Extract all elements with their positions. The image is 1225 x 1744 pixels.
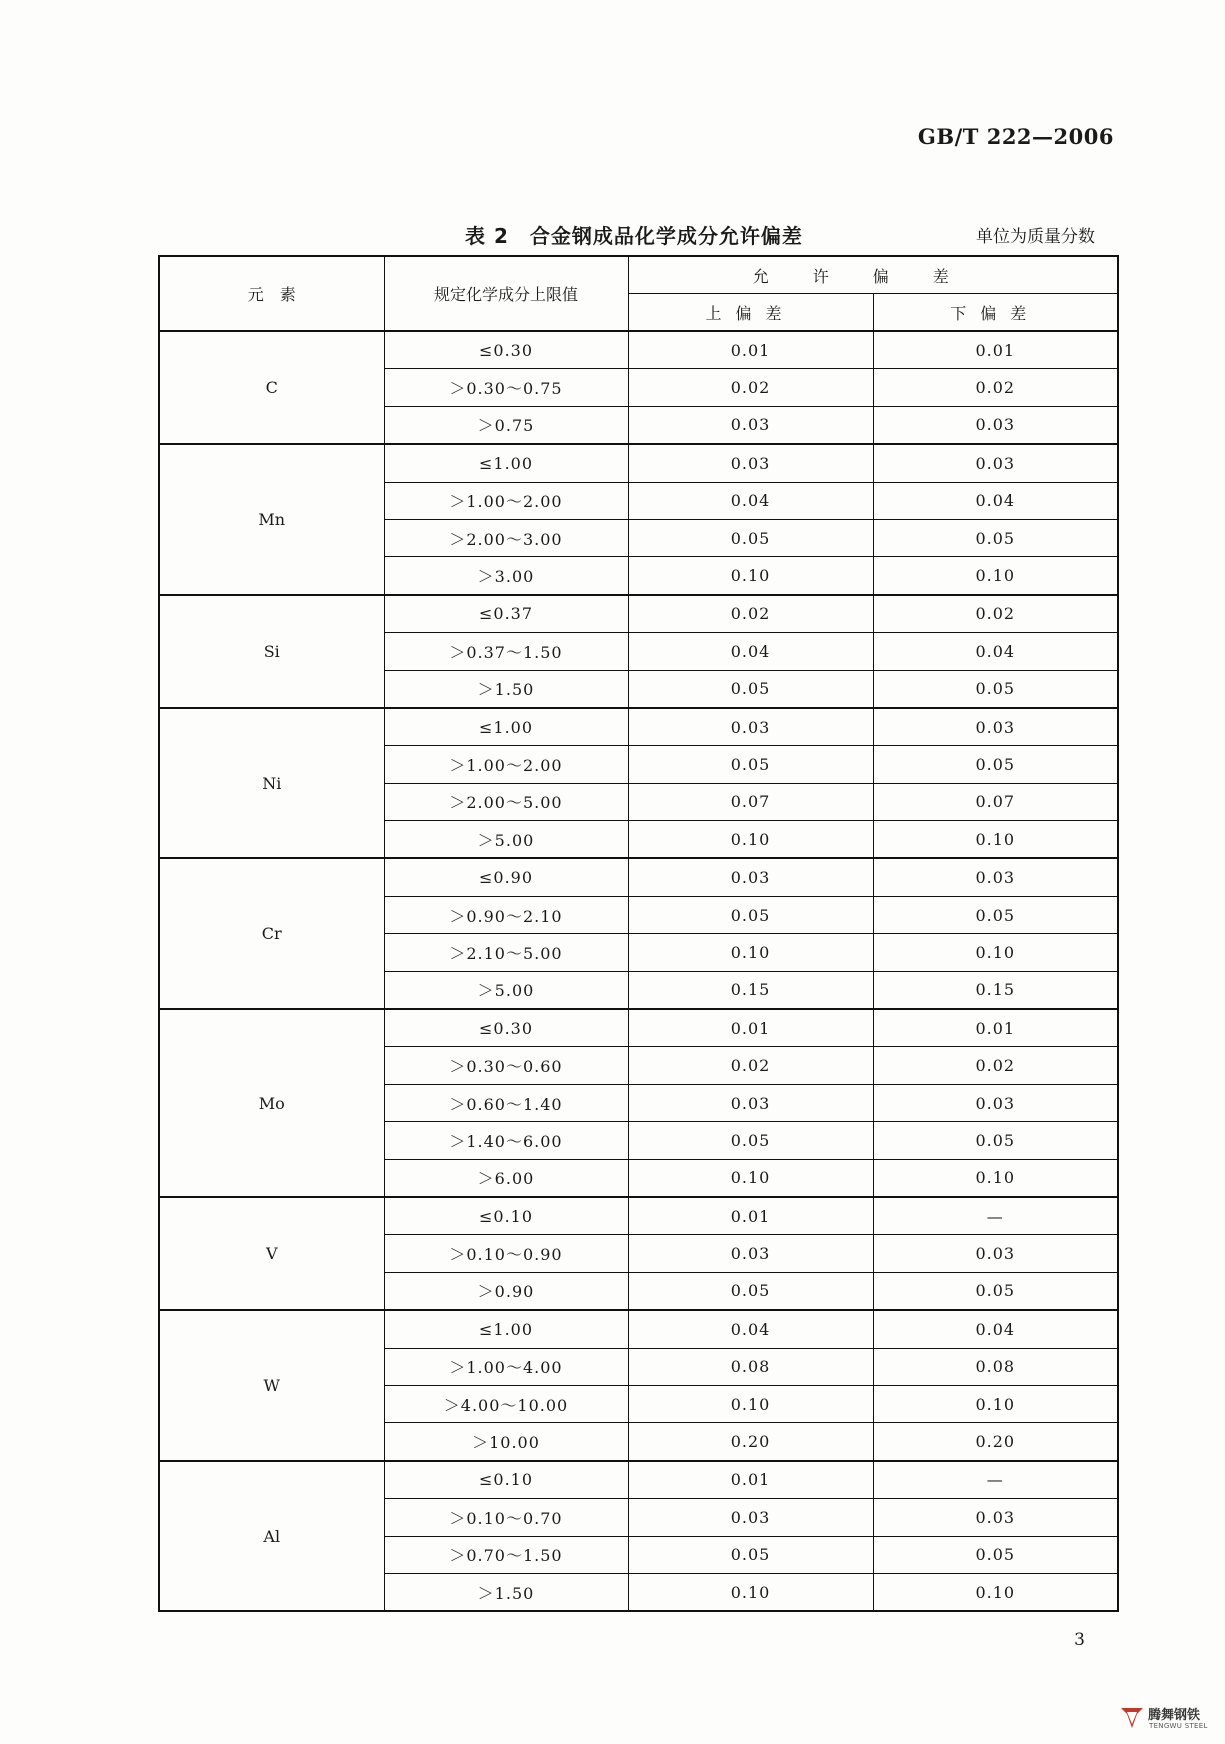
- deviation-table: [158, 255, 1119, 1612]
- lower-deviation-cell: 0.05: [873, 670, 1118, 708]
- upper-deviation-cell: 0.10: [628, 1385, 873, 1422]
- limit-cell: ＞0.10～0.90: [384, 1235, 628, 1272]
- table-row: [159, 708, 1118, 746]
- lower-deviation-cell: 0.04: [873, 633, 1118, 670]
- element-cell: W: [159, 1310, 384, 1461]
- element-cell: C: [159, 331, 384, 444]
- publisher-logo: [1118, 1700, 1220, 1740]
- lower-deviation-cell: 0.08: [873, 1348, 1118, 1385]
- upper-deviation-cell: 0.03: [628, 858, 873, 896]
- upper-deviation-cell: 0.04: [628, 633, 873, 670]
- limit-cell: ＞3.00: [384, 557, 628, 595]
- table-body: [159, 331, 1118, 1611]
- header-upper: 上偏差: [628, 294, 873, 332]
- upper-deviation-cell: 0.03: [628, 1084, 873, 1121]
- lower-deviation-cell: 0.05: [873, 746, 1118, 783]
- header-deviation: 允许偏差: [628, 256, 1118, 294]
- lower-deviation-cell: 0.05: [873, 1536, 1118, 1573]
- lower-deviation-cell: 0.10: [873, 821, 1118, 859]
- limit-cell: ＞5.00: [384, 971, 628, 1009]
- upper-deviation-cell: 0.10: [628, 934, 873, 971]
- element-cell: Cr: [159, 858, 384, 1009]
- limit-cell: ＞1.00～2.00: [384, 746, 628, 783]
- table-row: [159, 1197, 1118, 1235]
- table-row: [159, 1461, 1118, 1499]
- upper-deviation-cell: 0.03: [628, 708, 873, 746]
- limit-cell: ＞2.00～5.00: [384, 783, 628, 820]
- limit-cell: ＞0.90: [384, 1272, 628, 1310]
- lower-deviation-cell: 0.03: [873, 406, 1118, 444]
- limit-cell: ≤0.37: [384, 595, 628, 633]
- element-cell: Si: [159, 595, 384, 708]
- table-row: [159, 1310, 1118, 1348]
- limit-cell: ＞1.50: [384, 1573, 628, 1611]
- upper-deviation-cell: 0.10: [628, 821, 873, 859]
- limit-cell: ≤1.00: [384, 1310, 628, 1348]
- upper-deviation-cell: 0.05: [628, 1536, 873, 1573]
- lower-deviation-cell: 0.05: [873, 1122, 1118, 1159]
- upper-deviation-cell: 0.05: [628, 896, 873, 933]
- upper-deviation-cell: 0.05: [628, 519, 873, 556]
- lower-deviation-cell: 0.10: [873, 934, 1118, 971]
- lower-deviation-cell: 0.02: [873, 1047, 1118, 1084]
- lower-deviation-cell: 0.10: [873, 1159, 1118, 1197]
- lower-deviation-cell: 0.05: [873, 1272, 1118, 1310]
- limit-cell: ＞0.37～1.50: [384, 633, 628, 670]
- upper-deviation-cell: 0.02: [628, 595, 873, 633]
- lower-deviation-cell: 0.15: [873, 971, 1118, 1009]
- lower-deviation-cell: 0.07: [873, 783, 1118, 820]
- logo-text: 腾舞钢铁: [1148, 1708, 1201, 1723]
- upper-deviation-cell: 0.03: [628, 1499, 873, 1536]
- limit-cell: ＞0.75: [384, 406, 628, 444]
- header-element: 元 素: [159, 256, 384, 331]
- upper-deviation-cell: 0.05: [628, 746, 873, 783]
- upper-deviation-cell: 0.02: [628, 369, 873, 406]
- limit-cell: ＞0.30～0.75: [384, 369, 628, 406]
- limit-cell: ＞2.10～5.00: [384, 934, 628, 971]
- lower-deviation-cell: 0.03: [873, 858, 1118, 896]
- element-cell: Al: [159, 1461, 384, 1612]
- upper-deviation-cell: 0.05: [628, 1272, 873, 1310]
- logo-text-en: TENGWU STEEL: [1149, 1722, 1208, 1730]
- table-row: [159, 331, 1118, 369]
- table-title: 表 2 合金钢成品化学成分允许偏差: [465, 224, 803, 248]
- lower-deviation-cell: 0.02: [873, 369, 1118, 406]
- limit-cell: ＞1.00～2.00: [384, 482, 628, 519]
- limit-cell: ＞0.30～0.60: [384, 1047, 628, 1084]
- page-number: 3: [1074, 1630, 1085, 1650]
- limit-cell: ＞0.60～1.40: [384, 1084, 628, 1121]
- upper-deviation-cell: 0.07: [628, 783, 873, 820]
- upper-deviation-cell: 0.20: [628, 1423, 873, 1461]
- lower-deviation-cell: 0.03: [873, 1235, 1118, 1272]
- logo-mark-icon: [1118, 1704, 1146, 1732]
- lower-deviation-cell: 0.20: [873, 1423, 1118, 1461]
- upper-deviation-cell: 0.05: [628, 1122, 873, 1159]
- lower-deviation-cell: 0.03: [873, 1084, 1118, 1121]
- upper-deviation-cell: 0.01: [628, 1461, 873, 1499]
- lower-deviation-cell: 0.10: [873, 557, 1118, 595]
- standard-number: GB/T 222—2006: [917, 124, 1114, 149]
- limit-cell: ≤0.10: [384, 1461, 628, 1499]
- lower-deviation-cell: 0.04: [873, 1310, 1118, 1348]
- upper-deviation-cell: 0.01: [628, 331, 873, 369]
- limit-cell: ＞1.50: [384, 670, 628, 708]
- upper-deviation-cell: 0.02: [628, 1047, 873, 1084]
- element-cell: Mo: [159, 1009, 384, 1197]
- table-caption: [0, 220, 1225, 250]
- upper-deviation-cell: 0.10: [628, 1573, 873, 1611]
- limit-cell: ≤0.30: [384, 331, 628, 369]
- limit-cell: ≤0.90: [384, 858, 628, 896]
- element-cell: V: [159, 1197, 384, 1310]
- upper-deviation-cell: 0.01: [628, 1197, 873, 1235]
- upper-deviation-cell: 0.04: [628, 1310, 873, 1348]
- upper-deviation-cell: 0.04: [628, 482, 873, 519]
- limit-cell: ≤1.00: [384, 444, 628, 482]
- limit-cell: ＞0.10～0.70: [384, 1499, 628, 1536]
- lower-deviation-cell: 0.03: [873, 1499, 1118, 1536]
- limit-cell: ≤1.00: [384, 708, 628, 746]
- upper-deviation-cell: 0.10: [628, 557, 873, 595]
- limit-cell: ≤0.30: [384, 1009, 628, 1047]
- table-row: [159, 444, 1118, 482]
- table-row: [159, 1009, 1118, 1047]
- upper-deviation-cell: 0.15: [628, 971, 873, 1009]
- upper-deviation-cell: 0.05: [628, 670, 873, 708]
- upper-deviation-cell: 0.03: [628, 406, 873, 444]
- lower-deviation-cell: 0.03: [873, 708, 1118, 746]
- upper-deviation-cell: 0.10: [628, 1159, 873, 1197]
- limit-cell: ＞0.90～2.10: [384, 896, 628, 933]
- upper-deviation-cell: 0.03: [628, 1235, 873, 1272]
- header-lower: 下偏差: [873, 294, 1118, 332]
- lower-deviation-cell: 0.02: [873, 595, 1118, 633]
- lower-deviation-cell: 0.05: [873, 896, 1118, 933]
- element-cell: Mn: [159, 444, 384, 595]
- limit-cell: ＞2.00～3.00: [384, 519, 628, 556]
- limit-cell: ＞10.00: [384, 1423, 628, 1461]
- table-row: [159, 858, 1118, 896]
- header-limit: 规定化学成分上限值: [384, 256, 628, 331]
- limit-cell: ＞6.00: [384, 1159, 628, 1197]
- element-cell: Ni: [159, 708, 384, 859]
- lower-deviation-cell: —: [873, 1461, 1118, 1499]
- limit-cell: ＞1.00～4.00: [384, 1348, 628, 1385]
- unit-note: 单位为质量分数: [976, 227, 1095, 247]
- lower-deviation-cell: 0.03: [873, 444, 1118, 482]
- lower-deviation-cell: 0.10: [873, 1573, 1118, 1611]
- lower-deviation-cell: 0.05: [873, 519, 1118, 556]
- upper-deviation-cell: 0.08: [628, 1348, 873, 1385]
- lower-deviation-cell: —: [873, 1197, 1118, 1235]
- lower-deviation-cell: 0.10: [873, 1385, 1118, 1422]
- lower-deviation-cell: 0.04: [873, 482, 1118, 519]
- limit-cell: ＞5.00: [384, 821, 628, 859]
- limit-cell: ＞1.40～6.00: [384, 1122, 628, 1159]
- table-row: [159, 595, 1118, 633]
- lower-deviation-cell: 0.01: [873, 1009, 1118, 1047]
- upper-deviation-cell: 0.01: [628, 1009, 873, 1047]
- limit-cell: ＞0.70～1.50: [384, 1536, 628, 1573]
- limit-cell: ＞4.00～10.00: [384, 1385, 628, 1422]
- limit-cell: ≤0.10: [384, 1197, 628, 1235]
- upper-deviation-cell: 0.03: [628, 444, 873, 482]
- lower-deviation-cell: 0.01: [873, 331, 1118, 369]
